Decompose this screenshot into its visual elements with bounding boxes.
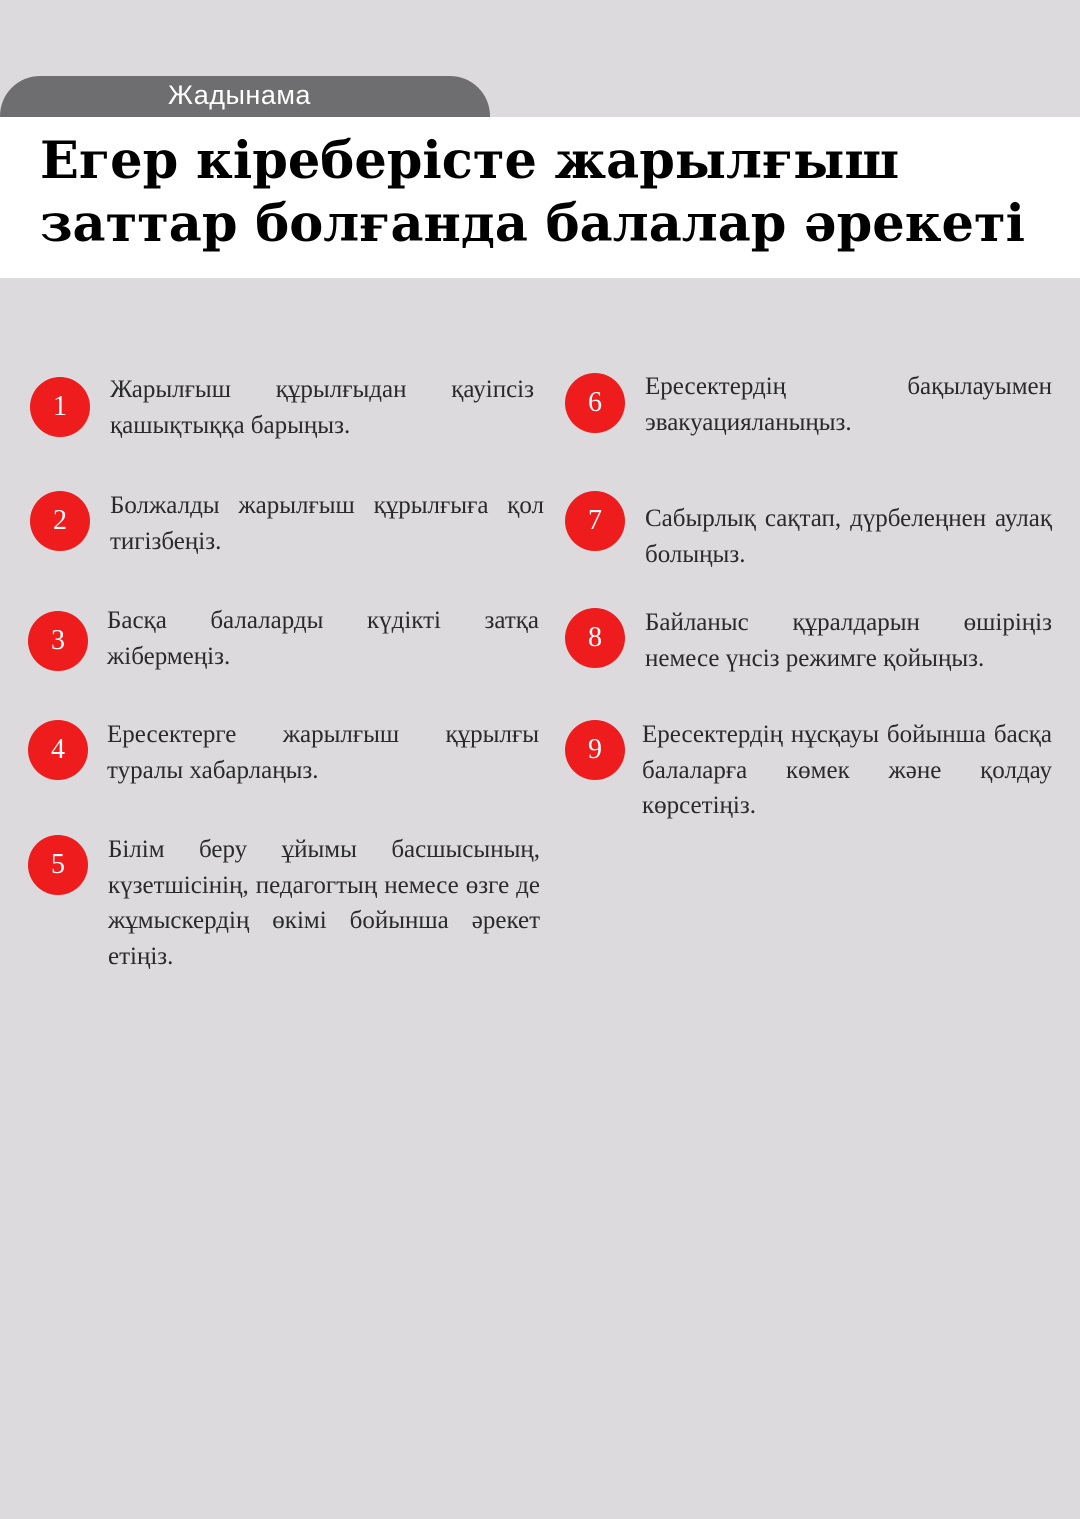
header-tab (0, 76, 490, 120)
item-text: Сабырлық сақтап, дүрбелеңнен аулақ болыңыз. (645, 505, 1052, 568)
number-badge: 9 (565, 720, 625, 780)
item-text: Ересектерге жарылғыш құрылғы туралы хабарлаңыз. (107, 721, 539, 784)
item-text: Болжалды жарылғыш құрылғыға қол тигізбеңіз. (110, 492, 544, 555)
number-badge: 1 (30, 377, 90, 437)
page-title: Егер кіреберісте жарылғыш заттар болғанда балалар әрекеті (40, 131, 1025, 254)
number-badge: 5 (28, 835, 88, 895)
tab-label: Жадынама (168, 80, 311, 110)
item-text: Жарылғыш құрылғыдан қауіпсіз қашықтыққа барыңыз. (110, 376, 534, 439)
item-text: Білім беру ұйымы басшысының, күзетшісінің, педагогтың немесе өзге де жұмыскердің өкімі бойынша әрекет етіңіз. (108, 836, 540, 970)
number-badge: 7 (565, 491, 625, 551)
number-badge: 4 (28, 720, 88, 780)
number-badge: 3 (28, 611, 88, 671)
number-badge: 6 (565, 373, 625, 433)
item-text: Ересектердің бақылауымен эвакуацияланыңыз. (645, 373, 1052, 436)
number-badge: 8 (565, 608, 625, 668)
item-text: Басқа балаларды күдікті затқа жібермеңіз. (107, 607, 539, 670)
item-text: Ересектердің нұсқауы бойынша басқа балаларға көмек және қолдау көрсетіңіз. (642, 721, 1052, 819)
item-text: Байланыс құралдарын өшіріңіз немесе үнсіз режимге қойыңыз. (645, 609, 1052, 672)
number-badge: 2 (30, 491, 90, 551)
